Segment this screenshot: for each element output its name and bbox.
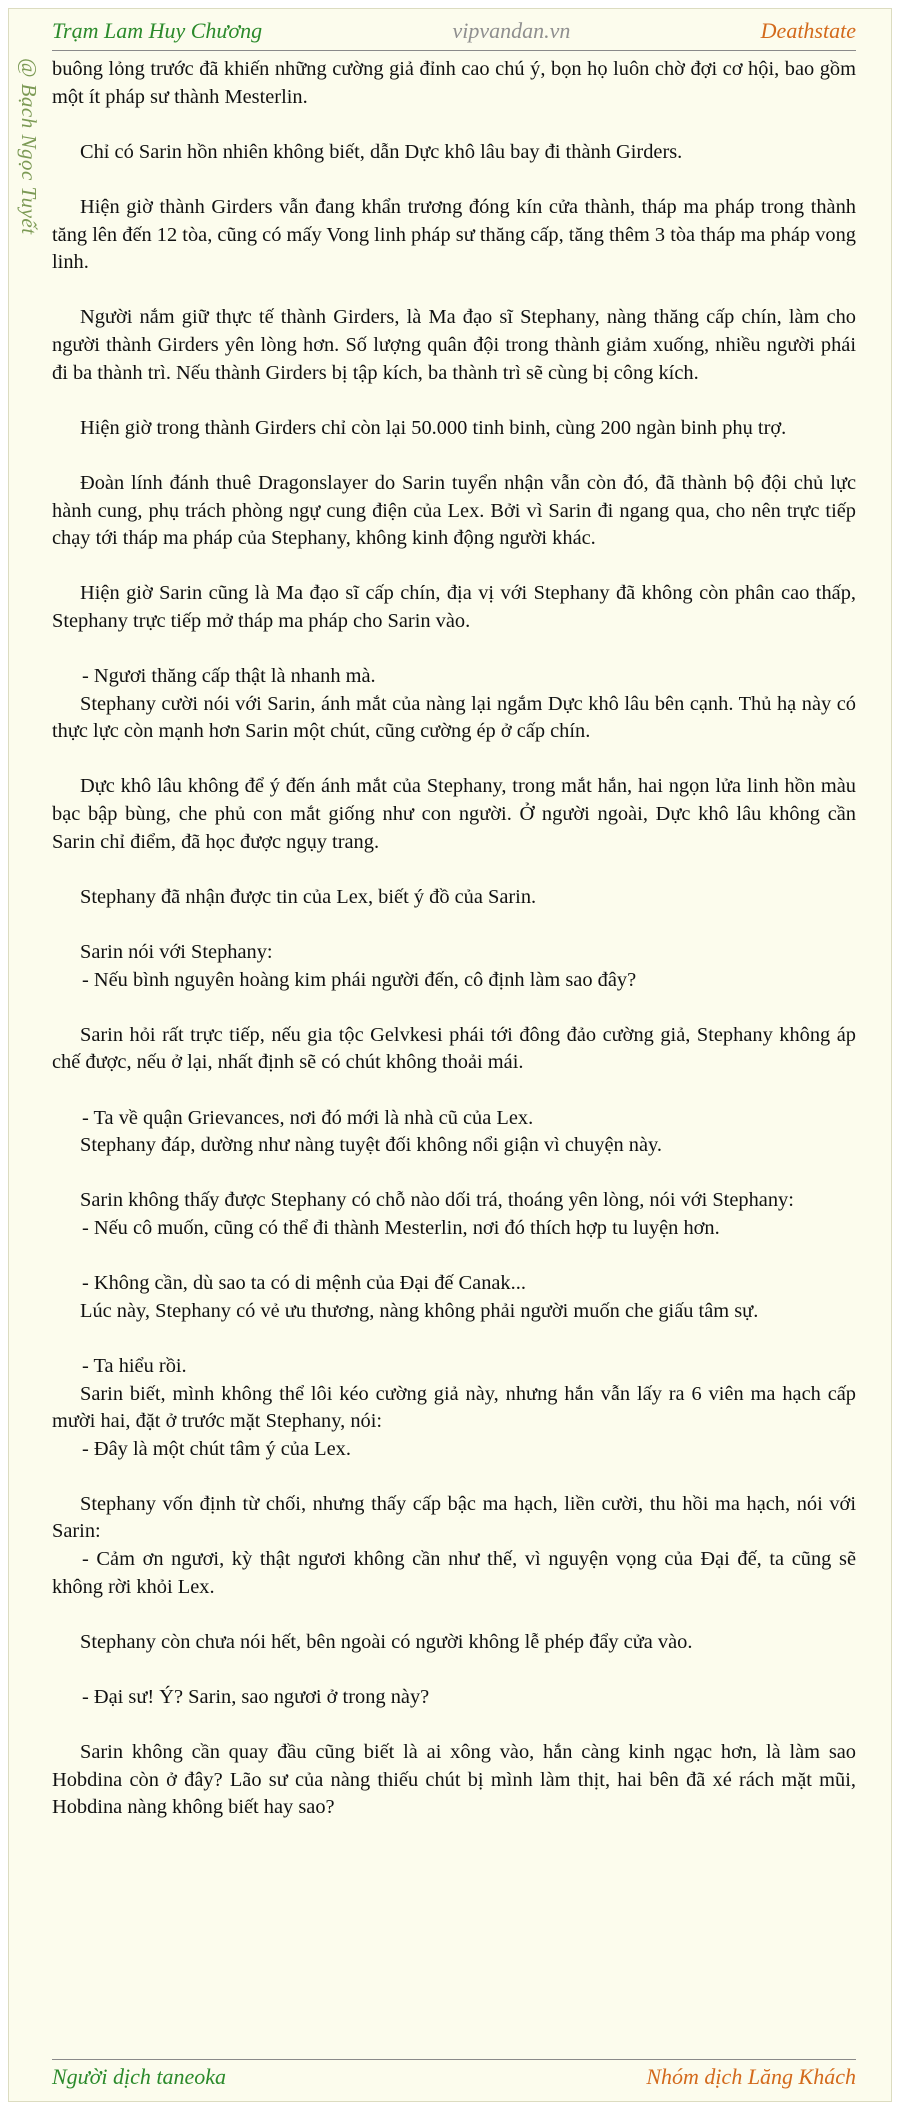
text-line: Người nắm giữ thực tế thành Girders, là Ma đạo sĩ Stephany, nàng thăng cấp chín, làm cho người thành Girders yên lòng hơn. Số lượng quân đội trong thành giảm xuống, nhiều người phái đi ba thành trì. Nếu thành Girders bị tập kích, ba thành trì sẽ cùng bị công kích. xyxy=(52,306,856,384)
dialogue-line: - Không cần, dù sao ta có di mệnh của Đại đế Canak... xyxy=(82,1272,526,1295)
paragraph xyxy=(52,1105,856,1160)
header-book-title: Trạm Lam Huy Chương xyxy=(52,18,263,43)
header-divider xyxy=(52,50,856,51)
page-footer xyxy=(52,2060,856,2094)
text-line: Stephany cười nói với Sarin, ánh mắt của nàng lại ngắm Dực khô lâu bên cạnh. Thủ hạ này có thực lực còn mạnh hơn Sarin một chút, cũng cường ép ở cấp chín. xyxy=(52,692,856,743)
text-line: Hiện giờ Sarin cũng là Ma đạo sĩ cấp chín, địa vị với Stephany đã không còn phân cao thấp, Stephany trực tiếp mở tháp ma pháp cho Sarin vào. xyxy=(52,582,856,632)
text-line: Sarin biết, mình không thể lôi kéo cường giả này, nhưng hắn vẫn lấy ra 6 viên ma hạch cấp mười hai, đặt ở trước mặt Stephany, nói: xyxy=(52,1382,856,1433)
paragraph xyxy=(52,1629,856,1657)
text-line: Lúc này, Stephany có vẻ ưu thương, nàng không phải người muốn che giấu tâm sự. xyxy=(80,1299,759,1322)
dialogue-line: - Ta về quận Grievances, nơi đó mới là nhà cũ của Lex. xyxy=(82,1106,534,1129)
footer-group: Nhóm dịch Lăng Khách xyxy=(646,2064,856,2089)
chapter-body xyxy=(52,56,856,1850)
header-site: vipvandan.vn xyxy=(452,18,571,43)
dialogue-line: - Nếu bình nguyên hoàng kim phái người đến, cô định làm sao đây? xyxy=(82,968,637,991)
paragraph xyxy=(52,1684,856,1712)
text-line: Sarin không thấy được Stephany có chỗ nào dối trá, thoáng yên lòng, nói với Stephany: xyxy=(80,1189,794,1212)
text-line: Hiện giờ trong thành Girders chỉ còn lại 50.000 tinh binh, cùng 200 ngàn binh phụ trợ. xyxy=(80,416,787,439)
paragraph xyxy=(52,1739,856,1822)
page xyxy=(8,8,892,2102)
text-line: Chỉ có Sarin hồn nhiên không biết, dẫn Dực khô lâu bay đi thành Girders. xyxy=(80,140,683,163)
sidebar-credit: @ Bạch Ngọc Tuyết xyxy=(17,58,41,235)
paragraph xyxy=(52,1491,856,1601)
header-author: Deathstate xyxy=(760,18,856,43)
paragraph xyxy=(52,304,856,387)
text-line: Đoàn lính đánh thuê Dragonslayer do Sarin tuyển nhận vẫn còn đó, đã thành bộ đội chủ lực hành cung, phụ trách phòng ngự cung điện của Lex. Bởi vì Sarin đi ngang qua, cho nên trực tiếp chạy tới tháp ma pháp của Stephany, không kinh động người khác. xyxy=(52,471,856,550)
text-line: Hiện giờ thành Girders vẫn đang khẩn trương đóng kín cửa thành, tháp ma pháp trong thành tăng lên đến 12 tòa, cũng có mấy Vong linh pháp sư thăng cấp, tăng thêm 3 tòa tháp ma pháp vong linh. xyxy=(52,195,856,274)
text-line: Stephany đã nhận được tin của Lex, biết ý đồ của Sarin. xyxy=(80,885,537,908)
dialogue-line: - Ta hiểu rồi. xyxy=(82,1354,187,1377)
text-line: Sarin không cần quay đầu cũng biết là ai xông vào, hắn càng kinh ngạc hơn, là làm sao Hobdina còn ở đây? Lão sư của nàng thiếu chút bị mình làm thịt, hai bên đã xé rách mặt mũi, Hobdina nàng không biết hay sao? xyxy=(52,1741,856,1819)
text-line: buông lỏng trước đã khiến những cường giả đỉnh cao chú ý, bọn họ luôn chờ đợi cơ hội, bao gồm một ít pháp sư thành Mesterlin. xyxy=(52,58,856,108)
text-line: Stephany đáp, dường như nàng tuyệt đối không nổi giận vì chuyện này. xyxy=(80,1134,663,1157)
paragraph xyxy=(52,1022,856,1077)
paragraph xyxy=(52,884,856,912)
dialogue-line: - Nếu cô muốn, cũng có thể đi thành Mesterlin, nơi đó thích hợp tu luyện hơn. xyxy=(82,1216,720,1239)
dialogue-line: - Ngươi thăng cấp thật là nhanh mà. xyxy=(82,665,376,688)
text-line: Sarin nói với Stephany: xyxy=(80,941,273,963)
text-line: Sarin hỏi rất trực tiếp, nếu gia tộc Gelvkesi phái tới đông đảo cường giả, Stephany không áp chế được, nếu ở lại, nhất định sẽ có chút không thoải mái. xyxy=(52,1023,856,1074)
paragraph xyxy=(52,773,856,856)
page-header xyxy=(52,14,856,48)
paragraph xyxy=(52,194,856,277)
dialogue-line: - Đây là một chút tâm ý của Lex. xyxy=(82,1437,351,1460)
paragraph xyxy=(52,939,856,994)
paragraph xyxy=(52,415,856,443)
paragraph xyxy=(52,580,856,635)
dialogue-line: - Đại sư! Ý? Sarin, sao ngươi ở trong này? xyxy=(82,1686,430,1709)
text-line: Dực khô lâu không để ý đến ánh mắt của Stephany, trong mắt hắn, hai ngọn lửa linh hồn màu bạc bập bùng, che phủ con mắt giống như con người. Ở người ngoài, Dực khô lâu không cần Sarin chỉ điểm, đã học được ngụy trang. xyxy=(52,775,856,853)
paragraph xyxy=(52,139,856,167)
text-line: Stephany vốn định từ chối, nhưng thấy cấp bậc ma hạch, liền cười, thu hồi ma hạch, nói với Sarin: xyxy=(52,1492,856,1543)
dialogue-line: - Cảm ơn ngươi, kỳ thật ngươi không cần như thế, vì nguyện vọng của Đại đế, ta cũng sẽ không rời khỏi Lex. xyxy=(52,1548,856,1598)
paragraph xyxy=(52,470,856,553)
footer-translator: Người dịch taneoka xyxy=(52,2064,227,2089)
text-line: Stephany còn chưa nói hết, bên ngoài có người không lễ phép đẩy cửa vào. xyxy=(80,1630,693,1653)
paragraph xyxy=(52,1187,856,1242)
paragraph xyxy=(52,56,856,111)
paragraph xyxy=(52,1270,856,1325)
paragraph xyxy=(52,1353,856,1463)
paragraph xyxy=(52,663,856,746)
